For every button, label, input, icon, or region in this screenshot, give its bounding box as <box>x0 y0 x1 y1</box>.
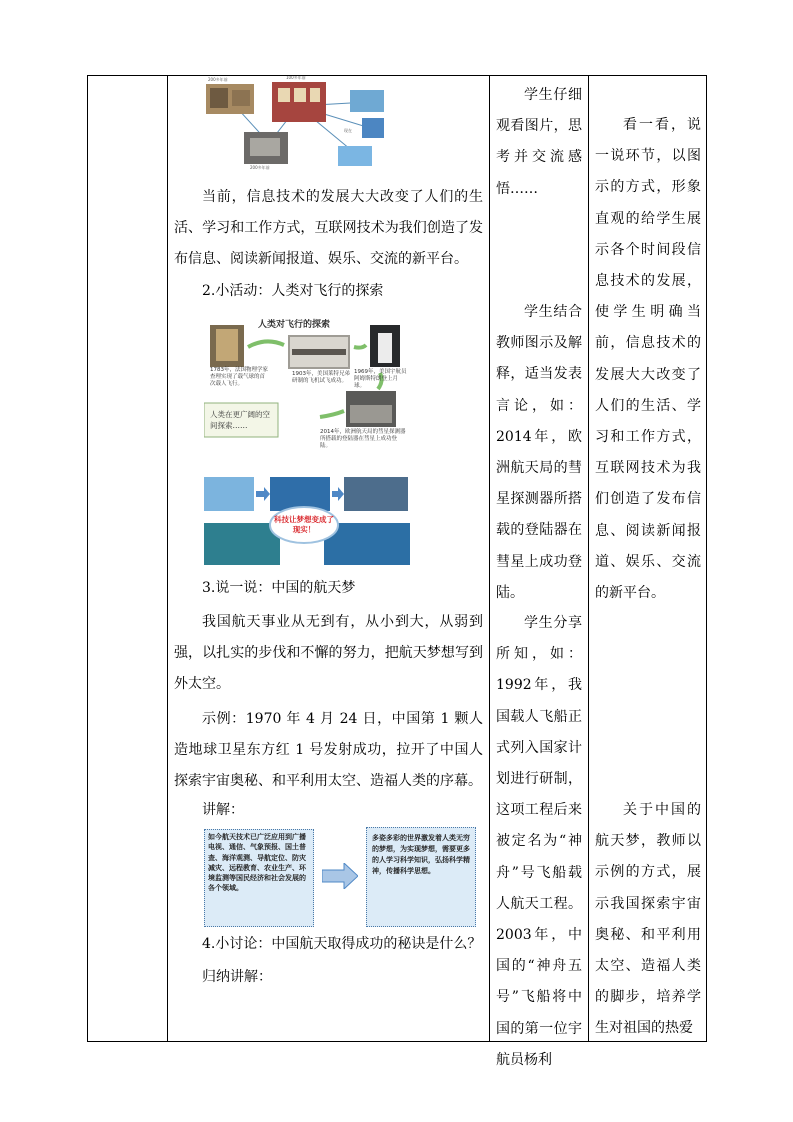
fig1-label: 现在 <box>344 128 352 133</box>
fig2-caption: 1783年，法国物理学家查理实现了载气球的首次载人飞行。 <box>210 367 268 387</box>
fig2-caption: 1903年，美国莱特兄弟研制的飞机试飞成功。 <box>292 371 350 384</box>
fig1-label: 200多年前 <box>208 77 228 82</box>
fig2-title: 人类对飞行的探索 <box>258 320 331 330</box>
fig2-cloud-text: 科技让梦想变成了现实！ <box>274 515 334 534</box>
fig2-scroll-text: 人类在更广阔的空间探索…… <box>210 410 270 430</box>
right-arrow-icon <box>322 863 358 889</box>
space-tech-figure <box>204 827 476 929</box>
fig2-caption: 1969年，美国宇航员阿姆斯特朗登上月球。 <box>354 369 407 389</box>
lesson-table <box>87 75 707 1068</box>
fig1-label: 200多年前 <box>250 165 270 170</box>
section-heading: 2.小活动：人类对飞行的探索 <box>202 283 384 299</box>
student-activity: 学生仔细观看图片，思考并交流感悟…… <box>496 87 582 197</box>
content-column <box>168 76 489 1041</box>
section-heading: 讲解： <box>202 802 244 818</box>
it-timeline-figure <box>198 76 398 170</box>
design-intent: 关于中国的航天梦，教师以示例的方式，展示我国探索宇宙奥秘、和平利用太空、造福人类的脚步，培养学生对祖国的热爱 <box>595 802 701 1037</box>
design-intent: 看一看，说一说环节，以图示的方式，形象直观的给学生展示各个时间段信息技术的发展，使学生明确当前，信息技术的发展大大改变了人们的生活、学习和工作方式，互联网技术为我们创造了发布信息、阅读新闻报道、娱乐、交流的新平台。 <box>595 117 701 602</box>
section-heading: 归纳讲解： <box>202 969 272 985</box>
info-box-left-text: 如今航天技术已广泛应用到广播电视、通信、气象预报、国土普查、海洋观测、导航定位、防灾减灾、远程教育、农业生产、环境监测等国民经济和社会发展的各个领域。 <box>208 833 306 893</box>
info-box-right-text: 多姿多彩的世界激发着人类无穷的梦想，为实现梦想，需要更多的人学习科学知识，弘扬科学精神，传播科学思想。 <box>372 834 470 875</box>
student-column <box>490 76 588 1068</box>
paragraph: 当前，信息技术的发展大大改变了人们的生活、学习和工作方式，互联网技术为我们创造了发布信息、阅读新闻报道、娱乐、交流的新平台。 <box>174 189 483 267</box>
paragraph: 我国航天事业从无到有，从小到大，从弱到强，以扎实的步伐和不懈的努力，把航天梦想写到外太空。 <box>174 614 483 692</box>
paragraph: 示例：1970 年 4 月 24 日，中国第 1 颗人造地球卫星东方红 1 号发射成功，拉开了中国人探索宇宙奥秘、和平利用太空、造福人类的序幕。 <box>174 711 483 789</box>
intent-column <box>589 76 707 1041</box>
flight-exploration-figure <box>204 311 410 567</box>
fig2-caption: 2014年，欧洲航天局的彗星探测器所搭载的登陆器在彗星上成功登陆。 <box>320 429 406 449</box>
student-activity: 学生结合教师图示及解释，适当发表言论，如：2014年，欧洲航天局的彗星探测器所搭载的登陆器在彗星上成功登陆。 <box>496 304 582 601</box>
student-activity: 学生分享所知，如：1992年，我国载人飞船正式列入国家计划进行研制，这项工程后来被定名为“神舟”号飞船载人航天工程。2003年，中国的“神舟五号”飞船将中国的第一位宇航员杨利 <box>496 615 582 1068</box>
section-heading: 4.小讨论：中国航天取得成功的秘诀是什么？ <box>202 936 482 952</box>
section-heading: 3.说一说：中国的航天梦 <box>202 580 356 596</box>
fig1-label: 100多年前 <box>286 76 306 80</box>
